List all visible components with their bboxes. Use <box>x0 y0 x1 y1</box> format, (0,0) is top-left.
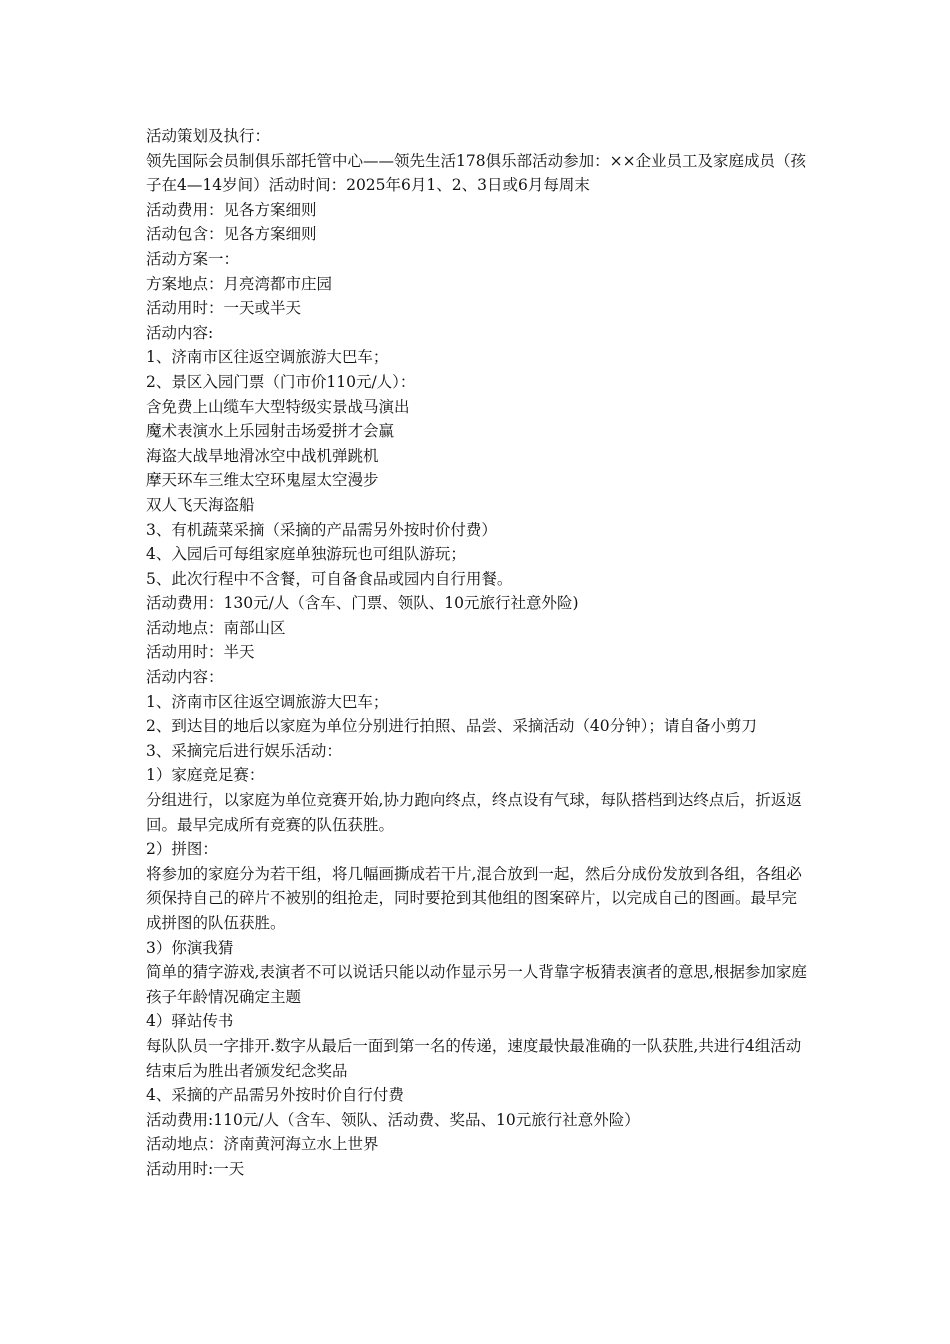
game-description: 将参加的家庭分为若干组，将几幅画撕成若干片,混合放到一起，然后分成份发放到各组，各组必须保持自己的碎片不被别的组抢走，同时要抢到其他组的图案碎片，以完成自己的图画。最早完成拼图的队伍获胜。 <box>146 864 802 932</box>
activity-content-heading: 活动内容： <box>146 668 224 687</box>
activity-cost: 活动费用：见各方案细则 <box>146 200 317 219</box>
list-item: 3、采摘完后进行娱乐活动： <box>146 741 342 760</box>
activity-duration: 活动用时：半天 <box>146 643 255 662</box>
game-heading: 2）拼图： <box>146 840 218 859</box>
game-description: 简单的猜字游戏,表演者不可以说话只能以动作显示另一人背靠字板猜表演者的意思,根据参加家庭孩子年龄情况确定主题 <box>146 963 807 1006</box>
list-item: 5、此次行程中不含餐，可自备食品或园内自行用餐。 <box>146 569 513 588</box>
activity-location: 活动地点：南部山区 <box>146 618 286 637</box>
plan-location: 方案地点：月亮湾都市庄园 <box>146 274 333 293</box>
activity-content-heading: 活动内容: <box>146 323 214 342</box>
activity-duration: 活动用时:一天 <box>146 1159 245 1178</box>
attraction-line: 摩天环车三维太空环鬼屋太空漫步 <box>146 471 379 490</box>
attraction-line: 双人飞天海盗船 <box>146 495 255 514</box>
list-item: 4、采摘的产品需另外按时价自行付费 <box>146 1086 404 1105</box>
game-description: 分组进行，以家庭为单位竞赛开始,协力跑向终点，终点设有气球，每队搭档到达终点后，折返返回。最早完成所有竞赛的队伍获胜。 <box>146 791 802 834</box>
list-item: 3、有机蔬菜采摘（采摘的产品需另外按时价付费） <box>146 520 497 539</box>
attraction-line: 海盗大战旱地滑冰空中战机弹跳机 <box>146 446 379 465</box>
list-item: 1、济南市区往返空调旅游大巴车； <box>146 692 389 711</box>
list-item: 1、济南市区往返空调旅游大巴车； <box>146 348 389 367</box>
game-description: 每队队员一字排开.数字从最后一面到第一名的传递，速度最快最准确的一队获胜,共进行4组活动结束后为胜出者颁发纪念奖品 <box>146 1036 802 1080</box>
heading-plan-execution: 活动策划及执行： <box>146 127 271 145</box>
game-heading: 4）驿站传书 <box>146 1012 234 1031</box>
game-heading: 3）你演我猜 <box>146 938 234 957</box>
activity-cost: 活动费用：130元/人（含车、门票、领队、10元旅行社意外险) <box>146 594 579 613</box>
attraction-line: 含免费上山缆车大型特级实景战马演出 <box>146 397 410 416</box>
list-item: 2、景区入园门票（门市价110元/人）： <box>146 372 416 391</box>
plan-one-heading: 活动方案一： <box>146 249 240 268</box>
activity-location: 活动地点：济南黄河海立水上世界 <box>146 1135 379 1154</box>
activity-cost: 活动费用:110元/人（含车、领队、活动费、奖品、10元旅行社意外险） <box>146 1110 640 1129</box>
attraction-line: 魔术表演水上乐园射击场爱拼才会赢 <box>146 422 395 441</box>
game-heading: 1）家庭竞足赛： <box>146 766 265 785</box>
activity-includes: 活动包含：见各方案细则 <box>146 225 317 244</box>
paragraph-participants-time: 领先国际会员制俱乐部托管中心——领先生活178俱乐部活动参加：××企业员工及家庭成员（孩子在4—14岁间）活动时间：2025年6月1、2、3日或6月每周末 <box>146 151 807 195</box>
plan-duration: 活动用时：一天或半天 <box>146 299 302 318</box>
document-body <box>146 124 812 1182</box>
list-item: 4、入园后可每组家庭单独游玩也可组队游玩； <box>146 545 466 564</box>
list-item: 2、到达目的地后以家庭为单位分别进行拍照、品尝、采摘活动（40分钟）；请自备小剪刀 <box>146 717 757 736</box>
